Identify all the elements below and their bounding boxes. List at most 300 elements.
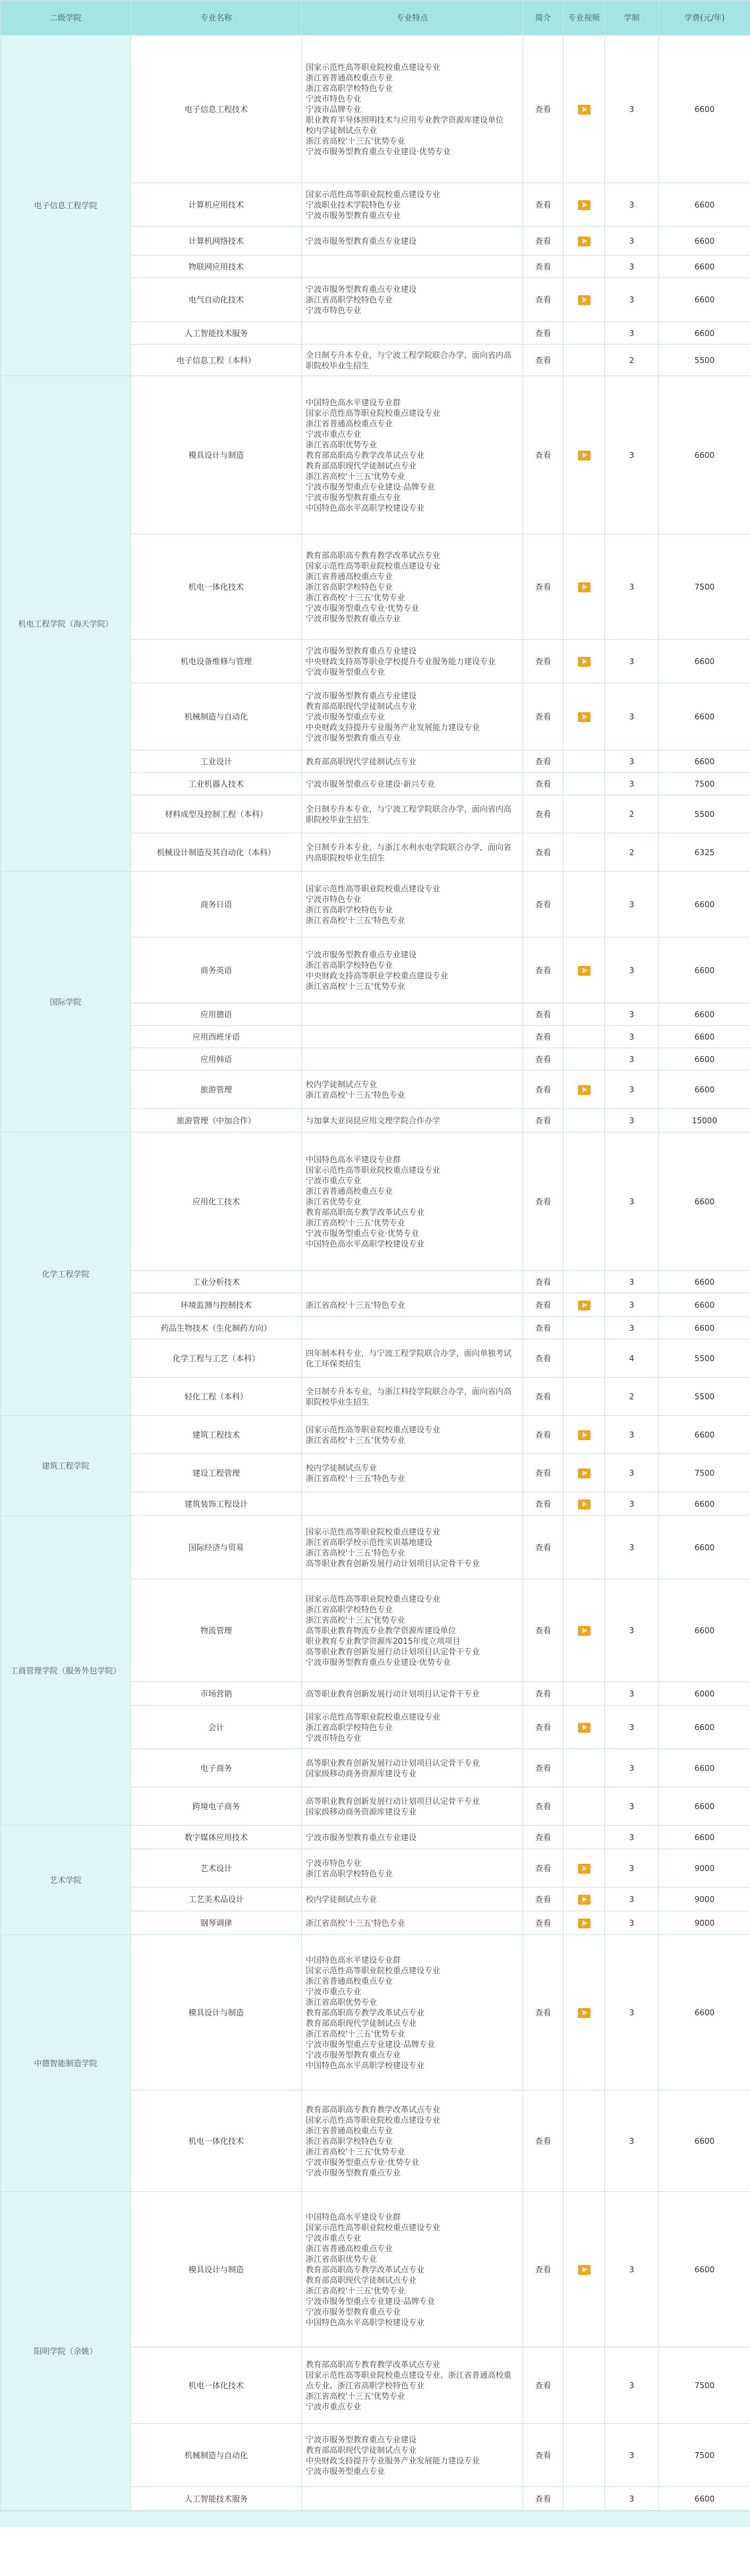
video-cell bbox=[563, 1826, 605, 1849]
major-features: 校内学徒制试点专业 浙江省高校'十三五'特色专业 bbox=[302, 1071, 523, 1109]
major-features bbox=[302, 1317, 523, 1339]
video-cell bbox=[563, 1109, 605, 1133]
intro-link[interactable]: 查看 bbox=[523, 795, 563, 833]
intro-link[interactable]: 查看 bbox=[523, 1317, 563, 1339]
play-video-icon[interactable] bbox=[578, 657, 591, 667]
table-body bbox=[1, 36, 750, 2511]
major-name: 电子商务 bbox=[131, 1749, 302, 1787]
header-video: 专业视频 bbox=[563, 1, 605, 36]
intro-link[interactable]: 查看 bbox=[523, 938, 563, 1003]
intro-link[interactable]: 查看 bbox=[523, 833, 563, 872]
intro-link[interactable]: 查看 bbox=[523, 1935, 563, 2090]
play-video-icon[interactable] bbox=[578, 1626, 591, 1636]
major-features: 校内学徒制试点专业 浙江省高校'十三五'特色专业 bbox=[302, 1454, 523, 1492]
play-video-icon[interactable] bbox=[578, 1723, 591, 1733]
major-name: 建筑装饰工程设计 bbox=[131, 1492, 302, 1516]
play-video-icon[interactable] bbox=[578, 1301, 591, 1310]
intro-link[interactable]: 查看 bbox=[523, 1048, 563, 1071]
tuition-fee: 7500 bbox=[659, 1454, 750, 1492]
video-cell bbox=[563, 1003, 605, 1026]
major-features: 高等职业教育创新发展行动计划项目认定骨干专业 国家级移动商务资源库建设专业 bbox=[302, 1749, 523, 1787]
tuition-fee: 7500 bbox=[659, 773, 750, 795]
tuition-fee: 9000 bbox=[659, 1849, 750, 1888]
play-video-icon[interactable] bbox=[578, 295, 591, 305]
major-name: 工艺美术品设计 bbox=[131, 1888, 302, 1911]
intro-link[interactable]: 查看 bbox=[523, 640, 563, 683]
video-cell bbox=[563, 1516, 605, 1579]
video-cell bbox=[563, 683, 605, 750]
study-years: 3 bbox=[605, 1271, 659, 1293]
table-row bbox=[1, 1516, 750, 1579]
header-intro: 简介 bbox=[523, 1, 563, 36]
video-cell bbox=[563, 640, 605, 683]
play-video-icon[interactable] bbox=[578, 2008, 591, 2018]
major-features: 全日制专升本专业，与浙江水利水电学院联合办学，面向省内高职院校毕业生招生 bbox=[302, 833, 523, 872]
video-cell bbox=[563, 872, 605, 938]
major-features: 国家示范性高等职业院校重点建设专业 浙江省高校'十三五'优势专业 bbox=[302, 1416, 523, 1454]
major-features: 中国特色高水平建设专业群 国家示范性高等职业院校重点建设专业 宁波市重点专业 浙江省普通高校重点专业 浙江省高职优势专业 教育部高职高专教学改革试点专业 教育部高职现代学徒制试点专业 浙江省高校'十三五'优势专业 宁波市服务型重点专业建设·品牌专业 宁波市服务型教育重点专业 中国特色高水平高职学校建设专业 bbox=[302, 2192, 523, 2347]
study-years: 2 bbox=[605, 1378, 659, 1416]
major-name: 应用德语 bbox=[131, 1003, 302, 1026]
study-years: 3 bbox=[605, 1935, 659, 2090]
tuition-fee: 6600 bbox=[659, 1071, 750, 1109]
video-cell bbox=[563, 1416, 605, 1454]
tuition-fee: 15000 bbox=[659, 1109, 750, 1133]
tuition-fee: 6600 bbox=[659, 278, 750, 322]
major-features: 浙江省高校'十三五'特色专业 bbox=[302, 1911, 523, 1935]
intro-link[interactable]: 查看 bbox=[523, 1133, 563, 1271]
tuition-fee: 6325 bbox=[659, 833, 750, 872]
video-cell bbox=[563, 1935, 605, 2090]
college-name: 电子信息工程学院 bbox=[1, 36, 131, 376]
play-video-icon[interactable] bbox=[578, 1430, 591, 1440]
intro-link[interactable]: 查看 bbox=[523, 1378, 563, 1416]
tuition-fee: 6600 bbox=[659, 183, 750, 227]
major-features: 宁波市服务型重点专业建设·新兴专业 bbox=[302, 773, 523, 795]
intro-link[interactable]: 查看 bbox=[523, 1849, 563, 1888]
intro-link[interactable]: 查看 bbox=[523, 1271, 563, 1293]
header-major: 专业名称 bbox=[131, 1, 302, 36]
college-name: 阳明学院（余姚） bbox=[1, 2192, 131, 2511]
tuition-fee: 6600 bbox=[659, 1579, 750, 1682]
major-name: 环境监测与控制技术 bbox=[131, 1293, 302, 1317]
major-name: 国际经济与贸易 bbox=[131, 1516, 302, 1579]
video-cell bbox=[563, 1849, 605, 1888]
study-years: 3 bbox=[605, 2090, 659, 2192]
study-years: 3 bbox=[605, 640, 659, 683]
study-years: 3 bbox=[605, 2347, 659, 2424]
video-cell bbox=[563, 278, 605, 322]
video-cell bbox=[563, 795, 605, 833]
major-name: 艺术设计 bbox=[131, 1849, 302, 1888]
major-name: 物联网应用技术 bbox=[131, 256, 302, 278]
header-years: 学制 bbox=[605, 1, 659, 36]
intro-link[interactable]: 查看 bbox=[523, 2090, 563, 2192]
major-features: 国家示范性高等职业院校重点建设专业 浙江省高职学校特色专业 宁波市特色专业 bbox=[302, 1706, 523, 1749]
intro-link[interactable]: 查看 bbox=[523, 1109, 563, 1133]
tuition-fee: 6600 bbox=[659, 1271, 750, 1293]
major-name: 药品生物技术（生化制药方向） bbox=[131, 1317, 302, 1339]
intro-link[interactable]: 查看 bbox=[523, 2347, 563, 2424]
video-cell bbox=[563, 2192, 605, 2347]
study-years: 3 bbox=[605, 278, 659, 322]
intro-link[interactable]: 查看 bbox=[523, 227, 563, 256]
study-years: 3 bbox=[605, 1706, 659, 1749]
major-features: 国家示范性高等职业院校重点建设专业 浙江省高职学校特色专业 浙江省高校'十三五'优势专业 高等职业教育物流专业教学资源库建设单位 职业教育专业教学资源库2015年度立项项目 高等职业教育创新发展行动计划项目认定骨干专业 宁波市服务型教育重点专业建设·优势专业 bbox=[302, 1579, 523, 1682]
intro-link[interactable]: 查看 bbox=[523, 278, 563, 322]
video-cell bbox=[563, 1888, 605, 1911]
tuition-fee: 5500 bbox=[659, 1339, 750, 1378]
major-name: 机械设计制造及其自动化（本科） bbox=[131, 833, 302, 872]
study-years: 3 bbox=[605, 322, 659, 345]
tuition-fee: 7500 bbox=[659, 2424, 750, 2487]
play-video-icon[interactable] bbox=[578, 1085, 591, 1095]
major-name: 应用化工技术 bbox=[131, 1133, 302, 1271]
major-name: 机电一体化技术 bbox=[131, 534, 302, 640]
major-features: 中国特色高水平建设专业群 国家示范性高等职业院校重点建设专业 浙江省普通高校重点专业 宁波市重点专业 浙江省高职优势专业 教育部高职高专教学改革试点专业 教育部高职现代学徒制试点专业 浙江省高校'十三五'优势专业 宁波市服务型重点专业建设·品牌专业 宁波市服务型教育重点专业 中国特色高水平高职学校建设专业 bbox=[302, 376, 523, 534]
study-years: 3 bbox=[605, 1003, 659, 1026]
major-features bbox=[302, 1003, 523, 1026]
tuition-fee: 6600 bbox=[659, 1048, 750, 1071]
study-years: 3 bbox=[605, 1911, 659, 1935]
play-video-icon[interactable] bbox=[578, 105, 591, 115]
study-years: 3 bbox=[605, 750, 659, 773]
study-years: 3 bbox=[605, 2424, 659, 2487]
study-years: 3 bbox=[605, 1454, 659, 1492]
table-row bbox=[1, 36, 750, 183]
study-years: 3 bbox=[605, 256, 659, 278]
major-features bbox=[302, 1048, 523, 1071]
video-cell bbox=[563, 1071, 605, 1109]
tuition-fee: 6600 bbox=[659, 1003, 750, 1026]
study-years: 3 bbox=[605, 683, 659, 750]
major-features: 宁波市服务型教育重点专业建设 bbox=[302, 1826, 523, 1849]
tuition-fee: 6600 bbox=[659, 1706, 750, 1749]
intro-link[interactable]: 查看 bbox=[523, 1454, 563, 1492]
table-row bbox=[1, 2192, 750, 2347]
video-cell bbox=[563, 2347, 605, 2424]
major-features: 国家示范性高等职业院校重点建设专业 浙江省普通高校重点专业 浙江省高职学校特色专业 宁波市特色专业 宁波市品牌专业 职业教育半导体照明技术与应用专业教学资源库建设单位 校内学徒制试点专业 浙江省高校'十三五'优势专业 宁波市服务型教育重点专业建设·优势专业 bbox=[302, 36, 523, 183]
major-features: 全日制专升本专业，与浙江科技学院联合办学，面向省内高职院校毕业生招生 bbox=[302, 1378, 523, 1416]
major-name: 钢琴调律 bbox=[131, 1911, 302, 1935]
intro-link[interactable]: 查看 bbox=[523, 322, 563, 345]
video-cell bbox=[563, 1133, 605, 1271]
major-name: 会计 bbox=[131, 1706, 302, 1749]
major-name: 模具设计与制造 bbox=[131, 1935, 302, 2090]
play-video-icon[interactable] bbox=[578, 1469, 591, 1478]
intro-link[interactable]: 查看 bbox=[523, 1911, 563, 1935]
video-cell bbox=[563, 256, 605, 278]
video-cell bbox=[563, 36, 605, 183]
study-years: 2 bbox=[605, 833, 659, 872]
study-years: 3 bbox=[605, 1516, 659, 1579]
play-video-icon[interactable] bbox=[578, 712, 591, 722]
video-cell bbox=[563, 376, 605, 534]
major-features bbox=[302, 1271, 523, 1293]
intro-link[interactable]: 查看 bbox=[523, 1339, 563, 1378]
study-years: 3 bbox=[605, 872, 659, 938]
major-name: 商务日语 bbox=[131, 872, 302, 938]
intro-link[interactable]: 查看 bbox=[523, 683, 563, 750]
major-features: 宁波市特色专业 浙江省高职学校特色专业 bbox=[302, 1849, 523, 1888]
intro-link[interactable]: 查看 bbox=[523, 1787, 563, 1826]
study-years: 3 bbox=[605, 1109, 659, 1133]
major-name: 市场营销 bbox=[131, 1682, 302, 1706]
tuition-fee: 6600 bbox=[659, 1492, 750, 1516]
video-cell bbox=[563, 322, 605, 345]
tuition-fee: 6600 bbox=[659, 2487, 750, 2511]
tuition-fee: 9000 bbox=[659, 1911, 750, 1935]
intro-link[interactable]: 查看 bbox=[523, 750, 563, 773]
study-years: 3 bbox=[605, 376, 659, 534]
major-name: 人工智能技术服务 bbox=[131, 2487, 302, 2511]
major-name: 模具设计与制造 bbox=[131, 376, 302, 534]
intro-link[interactable]: 查看 bbox=[523, 1516, 563, 1579]
major-name: 机电一体化技术 bbox=[131, 2090, 302, 2192]
major-features: 教育部高职现代学徒制试点专业 bbox=[302, 750, 523, 773]
study-years: 2 bbox=[605, 795, 659, 833]
major-name: 材料成型及控制工程（本科） bbox=[131, 795, 302, 833]
video-cell bbox=[563, 1378, 605, 1416]
intro-link[interactable]: 查看 bbox=[523, 1492, 563, 1516]
intro-link[interactable]: 查看 bbox=[523, 1682, 563, 1706]
table-row bbox=[1, 1133, 750, 1271]
college-name: 中德智能制造学院 bbox=[1, 1935, 131, 2192]
major-features bbox=[302, 1492, 523, 1516]
table-row bbox=[1, 1935, 750, 2090]
major-name: 机电设备维修与管理 bbox=[131, 640, 302, 683]
video-cell bbox=[563, 833, 605, 872]
header-row bbox=[1, 1, 750, 36]
table-row bbox=[1, 1416, 750, 1454]
college-name: 工商管理学院（服务外包学院） bbox=[1, 1516, 131, 1826]
intro-link[interactable]: 查看 bbox=[523, 1706, 563, 1749]
study-years: 3 bbox=[605, 36, 659, 183]
study-years: 3 bbox=[605, 1492, 659, 1516]
video-cell bbox=[563, 2424, 605, 2487]
header-features: 专业特点 bbox=[302, 1, 523, 36]
tuition-fee: 6600 bbox=[659, 1787, 750, 1826]
major-name: 物流管理 bbox=[131, 1579, 302, 1682]
major-features: 国家示范性高等职业院校重点建设专业 宁波职业技术学院特色专业 宁波市服务型教育重点专业 bbox=[302, 183, 523, 227]
college-name: 化学工程学院 bbox=[1, 1133, 131, 1416]
tuition-fee: 6000 bbox=[659, 1682, 750, 1706]
major-name: 机械制造与自动化 bbox=[131, 683, 302, 750]
video-cell bbox=[563, 1492, 605, 1516]
intro-link[interactable]: 查看 bbox=[523, 1888, 563, 1911]
tuition-fee: 7500 bbox=[659, 534, 750, 640]
study-years: 3 bbox=[605, 1579, 659, 1682]
video-cell bbox=[563, 938, 605, 1003]
intro-link[interactable]: 查看 bbox=[523, 256, 563, 278]
tuition-fee: 6600 bbox=[659, 1516, 750, 1579]
intro-link[interactable]: 查看 bbox=[523, 872, 563, 938]
video-cell bbox=[563, 1339, 605, 1378]
major-name: 旅游管理（中加合作） bbox=[131, 1109, 302, 1133]
study-years: 3 bbox=[605, 2487, 659, 2511]
major-features: 宁波市服务型教育重点专业建设 浙江省高职学校特色专业 中央财政支持高等职业学校重点建设专业 浙江省高校'十三五'优势专业 bbox=[302, 938, 523, 1003]
study-years: 2 bbox=[605, 345, 659, 376]
video-cell bbox=[563, 1293, 605, 1317]
video-cell bbox=[563, 1026, 605, 1048]
major-features: 全日制专升本专业，与宁波工程学院联合办学，面向省内高职院校毕业生招生 bbox=[302, 345, 523, 376]
major-features: 全日制专升本专业，与宁波工程学院联合办学，面向省内高职院校毕业生招生 bbox=[302, 795, 523, 833]
table-footer-bar bbox=[0, 2511, 750, 2527]
college-name: 国际学院 bbox=[1, 872, 131, 1133]
header-college: 二级学院 bbox=[1, 1, 131, 36]
tuition-fee: 5500 bbox=[659, 345, 750, 376]
college-name: 建筑工程学院 bbox=[1, 1416, 131, 1516]
major-features: 宁波市服务型教育重点专业建设 bbox=[302, 227, 523, 256]
major-features: 四年制本科专业，与宁波工程学院联合办学，面向单独考试化工环保类招生 bbox=[302, 1339, 523, 1378]
intro-link[interactable]: 查看 bbox=[523, 1579, 563, 1682]
play-video-icon[interactable] bbox=[578, 1499, 591, 1509]
major-features: 高等职业教育创新发展行动计划项目认定骨干专业 国家级移动商务资源库建设专业 bbox=[302, 1787, 523, 1826]
major-name: 模具设计与制造 bbox=[131, 2192, 302, 2347]
study-years: 3 bbox=[605, 1416, 659, 1454]
major-name: 旅游管理 bbox=[131, 1071, 302, 1109]
major-features: 中国特色高水平建设专业群 国家示范性高等职业院校重点建设专业 宁波市重点专业 浙江省普通高校重点专业 浙江省优势专业 教育部高职高专教学改革试点专业 浙江省高校'十三五'优势专业 宁波市服务型重点专业·优势专业 中国特色高水平高职学校建设专业 bbox=[302, 1133, 523, 1271]
study-years: 3 bbox=[605, 1787, 659, 1826]
major-features: 教育部高职高专教育教学改革试点专业 国家示范性高等职业院校重点建设专业 浙江省普通高校重点专业 浙江省高职学校特色专业 浙江省高校'十三五'优势专业 宁波市服务型重点专业·优势专业 宁波市服务型教育重点专业 bbox=[302, 2090, 523, 2192]
video-cell bbox=[563, 1682, 605, 1706]
major-name: 建设工程管理 bbox=[131, 1454, 302, 1492]
intro-link[interactable]: 查看 bbox=[523, 2424, 563, 2487]
tuition-fee: 6600 bbox=[659, 256, 750, 278]
video-cell bbox=[563, 1911, 605, 1935]
major-features: 教育部高职高专教育教学改革试点专业 国家示范性高等职业院校重点建设专业 浙江省普通高校重点专业 浙江省高职学校特色专业 浙江省高校'十三五'优势专业 宁波市服务型重点专业·优势专业 宁波市服务型教育重点专业 bbox=[302, 534, 523, 640]
video-cell bbox=[563, 1706, 605, 1749]
major-name: 电子信息工程（本科） bbox=[131, 345, 302, 376]
video-cell bbox=[563, 773, 605, 795]
intro-link[interactable]: 查看 bbox=[523, 1071, 563, 1109]
tuition-fee: 6600 bbox=[659, 750, 750, 773]
study-years: 3 bbox=[605, 773, 659, 795]
major-name: 商务英语 bbox=[131, 938, 302, 1003]
major-name: 电气自动化技术 bbox=[131, 278, 302, 322]
intro-link[interactable]: 查看 bbox=[523, 2487, 563, 2511]
intro-link[interactable]: 查看 bbox=[523, 376, 563, 534]
tuition-fee: 6600 bbox=[659, 376, 750, 534]
intro-link[interactable]: 查看 bbox=[523, 1826, 563, 1849]
intro-link[interactable]: 查看 bbox=[523, 36, 563, 183]
video-cell bbox=[563, 1749, 605, 1787]
play-video-icon[interactable] bbox=[578, 1864, 591, 1874]
intro-link[interactable]: 查看 bbox=[523, 534, 563, 640]
major-name: 电子信息工程技术 bbox=[131, 36, 302, 183]
intro-link[interactable]: 查看 bbox=[523, 1293, 563, 1317]
tuition-fee: 6600 bbox=[659, 1749, 750, 1787]
table-row bbox=[1, 376, 750, 534]
major-name: 跨境电子商务 bbox=[131, 1787, 302, 1826]
study-years: 3 bbox=[605, 1048, 659, 1071]
video-cell bbox=[563, 2090, 605, 2192]
tuition-fee: 6600 bbox=[659, 1133, 750, 1271]
study-years: 3 bbox=[605, 1682, 659, 1706]
play-video-icon[interactable] bbox=[578, 237, 591, 246]
video-cell bbox=[563, 534, 605, 640]
major-features: 宁波市服务型教育重点专业建设 中央财政支持高等职业学校提升专业服务能力建设专业 宁波市服务型重点专业 bbox=[302, 640, 523, 683]
tuition-fee: 9000 bbox=[659, 1888, 750, 1911]
tuition-fee: 7500 bbox=[659, 2347, 750, 2424]
major-name: 建筑工程技术 bbox=[131, 1416, 302, 1454]
video-cell bbox=[563, 2487, 605, 2511]
header-fee: 学费(元/年) bbox=[659, 1, 750, 36]
intro-link[interactable]: 查看 bbox=[523, 1749, 563, 1787]
tuition-fee: 6600 bbox=[659, 2192, 750, 2347]
major-name: 工业分析技术 bbox=[131, 1271, 302, 1293]
tuition-fee: 6600 bbox=[659, 1935, 750, 2090]
study-years: 3 bbox=[605, 1317, 659, 1339]
tuition-fee: 6600 bbox=[659, 1826, 750, 1849]
intro-link[interactable]: 查看 bbox=[523, 773, 563, 795]
play-video-icon[interactable] bbox=[578, 200, 591, 210]
intro-link[interactable]: 查看 bbox=[523, 2192, 563, 2347]
play-video-icon[interactable] bbox=[578, 966, 591, 976]
video-cell bbox=[563, 1454, 605, 1492]
tuition-fee: 5500 bbox=[659, 795, 750, 833]
video-cell bbox=[563, 227, 605, 256]
major-name: 计算机应用技术 bbox=[131, 183, 302, 227]
intro-link[interactable]: 查看 bbox=[523, 1026, 563, 1048]
study-years: 3 bbox=[605, 1293, 659, 1317]
major-name: 轻化工程（本科） bbox=[131, 1378, 302, 1416]
major-name: 应用西班牙语 bbox=[131, 1026, 302, 1048]
major-features: 高等职业教育创新发展行动计划项目认定骨干专业 bbox=[302, 1682, 523, 1706]
study-years: 3 bbox=[605, 1071, 659, 1109]
major-features bbox=[302, 322, 523, 345]
study-years: 3 bbox=[605, 1849, 659, 1888]
major-name: 计算机网络技术 bbox=[131, 227, 302, 256]
play-video-icon[interactable] bbox=[578, 451, 591, 461]
play-video-icon[interactable] bbox=[578, 2265, 591, 2275]
major-name: 应用韩语 bbox=[131, 1048, 302, 1071]
major-features: 与加拿大亚岗昆应用文理学院合作办学 bbox=[302, 1109, 523, 1133]
intro-link[interactable]: 查看 bbox=[523, 1003, 563, 1026]
video-cell bbox=[563, 1048, 605, 1071]
major-name: 机械制造与自动化 bbox=[131, 2424, 302, 2487]
intro-link[interactable]: 查看 bbox=[523, 345, 563, 376]
video-cell bbox=[563, 1579, 605, 1682]
tuition-fee: 6600 bbox=[659, 872, 750, 938]
study-years: 3 bbox=[605, 1026, 659, 1048]
intro-link[interactable]: 查看 bbox=[523, 1416, 563, 1454]
tuition-fee: 6600 bbox=[659, 1026, 750, 1048]
video-cell bbox=[563, 750, 605, 773]
study-years: 3 bbox=[605, 1133, 659, 1271]
study-years: 3 bbox=[605, 1888, 659, 1911]
major-features: 教育部高职高专教育教学改革试点专业 国家示范性高等职业院校重点建设专业、浙江省普通高校重点专业、浙江省高职学校特色专业 浙江省高校'十三五'优势专业 宁波市重点专业 bbox=[302, 2347, 523, 2424]
table-row bbox=[1, 1826, 750, 1849]
major-features bbox=[302, 1026, 523, 1048]
play-video-icon[interactable] bbox=[578, 582, 591, 592]
study-years: 3 bbox=[605, 1826, 659, 1849]
study-years: 3 bbox=[605, 2192, 659, 2347]
major-features: 浙江省高校'十三五'特色专业 bbox=[302, 1293, 523, 1317]
play-video-icon[interactable] bbox=[578, 1895, 591, 1905]
video-cell bbox=[563, 1271, 605, 1293]
study-years: 4 bbox=[605, 1339, 659, 1378]
play-video-icon[interactable] bbox=[578, 1918, 591, 1928]
tuition-fee: 6600 bbox=[659, 938, 750, 1003]
major-name: 机电一体化技术 bbox=[131, 2347, 302, 2424]
major-name: 工业设计 bbox=[131, 750, 302, 773]
tuition-fee: 6600 bbox=[659, 36, 750, 183]
tuition-fee: 6600 bbox=[659, 1293, 750, 1317]
intro-link[interactable]: 查看 bbox=[523, 183, 563, 227]
tuition-fee: 6600 bbox=[659, 227, 750, 256]
major-features: 宁波市服务型教育重点专业建设 浙江省高职学校特色专业 宁波市特色专业 bbox=[302, 278, 523, 322]
